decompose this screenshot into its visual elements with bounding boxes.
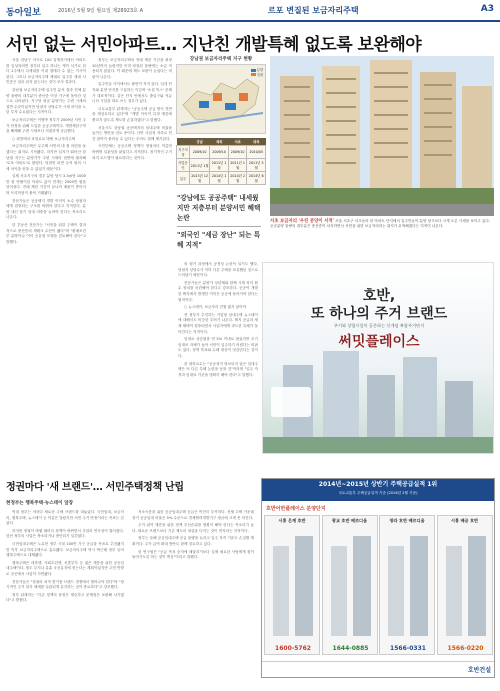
project-building-image [380,526,436,636]
paragraph: 전문가들은 공공택지 개발 이익이 소수 당첨자에게 집중되는 구조를 바꿔야 한다고 지적한다. 분양 대신 장기 임대 비중을 늘려야 한다는 목소리도 나온다. [6,198,86,220]
table-cell: 2013년 12월 [189,172,209,185]
paragraph: 실제 서초지구의 경우 분양 당시 3.3㎡당 1000만 원 안팎이던 아파트 값이 현재는 2500만 원을 넘어섰다. 전매 제한 기간이 끝나자 매물이 쏟아지며 프리미엄이 붙어 거래됐다. [6,174,86,196]
pull-quote-line-2: "외국인 "세금 장난" 되는 특혜 지적" [177,226,261,250]
table-cell: 입주 [177,172,190,185]
pull-quote-line-1: "강남에도 공공주택" 내세웠지만 저층부터 분양서민 혜택 논란 [177,194,261,222]
project-name: 시흥 배곧 호반 [450,518,479,523]
project-building-image [265,526,321,636]
table-cell: 2009/10 [228,146,247,159]
paragraph: 전문가들은 분양가 상한제와 함께 시세 차익 환수 장치를 마련해야 한다고 강조한다. 공공이 개발한 택지에서 발생한 이익은 공공에 돌아가야 한다는 원칙이다. [178,280,258,302]
table-row [177,172,266,185]
project-phone: 1566-0331 [390,645,426,652]
paragraph: 의 평가 과정에서 공정성 논란이 일기도 했다. 당첨자 상당수가 이미 다른 주택을 보유했던 것으로 드러났기 때문이다. [178,262,258,278]
paragraph: 보금자리주택은 무주택 서민의 내 집 마련을 돕겠다는 취지로 시작됐다. 하지만 입지가 뛰어난 강남권 지구는 분양가가 주변 시세의 절반에 불과해 '로또 아파트'로 불렸다. 당첨만 되면 수억 원의 시세 차익을 얻을 수 있었기 때문이다. [6,144,86,171]
photo-caption-text: 서울 서초구 서초동의 한 아파트 단지에서 입주민들이 분양 당시보다 크게 오른 시세를 보이고 있다. 공공분양 물량의 대부분은 중산층이 차지하면서 서민을 위한 보금자리라는 취지가 무색해졌다는 지적이 나온다. [270,219,490,229]
table-row [177,159,266,172]
page-number: A3 [480,4,494,14]
paragraph: 한 연구원은 "공급 목표 숫자에 매달리기보다 실제 필요한 사람에게 집이 돌아가도록 하는 것이 핵심"이라고 말했다. [132,549,254,560]
paragraph: 하지만 정권이 바뀔 때마다 정책이 바뀌면서 사업의 연속성이 떨어졌다. 앞선 정부의 사업은 축소되거나 중단되기 일쑤였다. [6,528,124,539]
ad-building-image [263,345,494,454]
table-cell: 2009/10 [210,146,229,159]
article-column-3 [178,262,258,466]
table-cell: 2011년 5월 [247,159,266,172]
table-cell: 사업승인 [177,159,190,172]
table-header: 세곡 [210,138,229,146]
paragraph: 보금자리주택은 이명박 정부가 2009년 서민 주거 안정을 위해 도입한 공공주택이다. 개발제한구역을 해제해 주변 시세보다 저렴하게 공급했다. [6,117,86,134]
ad2-cards [264,515,494,655]
paragraph: 역대 정부는 저마다 새로운 주택 브랜드를 내놓았다. 국민임대, 보금자리, 행복주택, 뉴스테이 등 이름은 달랐지만 서민 주거 안정이라는 목표는 같았다. [6,510,124,526]
map-block [225,103,236,110]
ad2-subtitle: 국토교통부 주택공급실적 기준 (2016년 2월 기준) [338,491,418,495]
project-building-image [323,526,379,636]
project-phone: 1644-0885 [332,645,369,652]
paragraph: 입주민들 사이에서도 불만이 적지 않다. 임대 단지와 분양 단지를 구분하는 이른바 '소셜 믹스' 문제가 대표적이다. 같은 단지 안에서도 출입구와 커뮤니티 시설을 따로 쓰는 경우가 있다. [92,82,172,104]
paragraph: 저소득층을 위한 공공임대주택 공급은 여전히 부족하다. 전체 주택 가운데 장기 공공임대 비율은 5% 수준으로 경제협력개발기구 평균에 크게 못 미친다. [132,510,254,520]
paragraph: 임대료 상승률을 연 5% 이내로 묶었지만 초기 임대료 자체가 높아 서민이 입주하기 어렵다는 비판도 있다. 정책 목표와 수혜 대상이 엇갈린다는 것이다. [178,337,258,358]
table-cell: 2011년 1월 [189,159,209,172]
apartment-photo [270,56,494,216]
article-column-5 [132,510,254,684]
chart-legend [251,68,263,77]
paragraph: 한 대학교수는 "공공성이 담보되지 않은 임대주택은 또 다른 특혜 논란을 낳을 것"이라며 "입주 자격과 임대료 기준을 명확히 해야 한다"고 말했다. [178,361,258,377]
district-chart [176,56,266,188]
table-cell: 2011년 1월 [210,159,229,172]
district-table [176,138,266,185]
photo-caption [270,219,494,230]
ad2-title: 2014년~2015년 상반기 주택공급실적 1위 [318,481,438,488]
table-cell: 2010/05 [247,146,266,159]
company-name: 호반건설 [467,667,491,674]
paragraph: ○ 뉴스테이, 보금자리 전철 밟지 않아야 [184,305,247,310]
project-phone: 1566-0220 [447,645,484,652]
ad2-brand: 호반어반플레이스 분양단지 [266,506,326,512]
paragraph: 주거 취약 계층을 위한 정책 우선순위를 명확히 해야 한다는 목소리가 높다. 새로운 브랜드보다 기존 제도의 내실을 다지는 것이 먼저라는 지적이다. [132,523,254,533]
section-title: 르포 변질된 보금자리주택 [268,6,359,15]
sub-headline: 정권마다 '새 브랜드'… 서민주택정책 난립 [6,482,184,493]
newspaper-logo: 동아일보 [6,8,41,18]
newspaper-header [0,0,500,22]
project-phone: 1600-5762 [275,645,311,652]
paragraph: 국토교통부 관계자는 "공공주택 공급 방식 전반을 재검토하고 있다"며 "개발 이익이 특정 계층에 쏠리지 않도록 제도를 손질하겠다"고 밝혔다. [92,106,172,122]
paragraph: 행복주택은 대학생, 사회초년생, 신혼부부 등 젊은 계층을 위한 공공임대주택이다. 철도 부지나 유휴 국공유지에 짓는다는 계획이었지만 주민 반발로 곳곳에서 사업이 지연됐다. [6,560,124,576]
project-card[interactable] [379,515,435,655]
legend-swatch-rent [251,73,256,76]
table-cell: 2014년 2월 [228,172,247,185]
project-card[interactable] [322,515,378,655]
legend-swatch-sale [251,69,256,72]
legend-label: 임대 [256,72,263,77]
table-header: 강남 [189,138,209,146]
legend-label: 분양 [256,68,263,72]
map-block [199,101,209,108]
ad2-footer [262,661,495,677]
project-card[interactable] [437,515,493,655]
main-headline: 서민 없는 서민아파트… 지난친 개발특혜 없도록 보완해야 [6,35,422,55]
table-header: 내곡 [247,138,266,146]
paragraph: 정부는 올해 공공임대주택 공급 물량을 늘리고 입주 자격 기준도 손질할 계획이다. 주거 급여 확대 방안도 함께 검토하고 있다. [132,536,254,546]
table-row [177,146,266,159]
map-block [239,93,248,101]
table-cell: 지구지정 [177,146,190,159]
paragraph: 전문가들은 "정권의 치적 쌓기용 브랜드 경쟁에서 벗어나야 한다"며 "장기적인 주거 복지 체계를 일관되게 유지하는 것이 중요하다"고 강조했다. [6,579,124,590]
paragraph: 정부는 보금자리주택의 전매 제한 기간을 최장 10년까지 늘렸지만 이미 당첨된 물량에는 소급 적용되지 않았다. 이 때문에 제도 보완이 늦었다는 비판이 나온다. [92,58,172,79]
summit-logo-icon [271,387,311,417]
article-column-2 [92,58,172,466]
paragraph: ○ 희망에서 과열로로 바뀐 보금자리주택 [12,136,76,141]
project-card[interactable] [264,515,320,655]
paragraph: 국민임대주택은 노무현 정부 시절 100만 가구 공급을 목표로 추진됐지만 이후 보금자리주택으로 흡수됐다. 보금자리주택 역시 박근혜 정부 들어 행복주택으로 대체됐다. [6,541,124,558]
ad-line-1: 호반, [362,288,396,304]
paragraph: 강남권 보금자리주택 입주민 분석 결과 전체 분양 물량의 대부분이 중산층 이상 가구에 돌아간 것으로 나타났다. 지구당 평균 분양가는 주변 시세의 절반 수준이었지만 당첨자 상당수가 시세 차익을 노린 투자 수요였다는 지적이다. [6,87,86,115]
project-name: 청라 호반 베르디움 [389,518,425,523]
article-column-1 [6,58,86,466]
table-cell: 2011년 1월 [228,159,247,172]
chart-title: 강남권 보금자리주택 지구 현황 [189,57,253,62]
pull-quote [177,193,261,250]
project-name: 광교 호반 베르디움 [331,518,368,523]
district-map [176,64,266,134]
hoban-supply-ad[interactable] [261,478,495,678]
sub-byline: 현정부는 행복주택·뉴스테이 앞장 [6,501,74,506]
paragraph: 시민단체는 공공주택 정책이 정권마다 이름만 바뀌며 일관성을 잃었다고 지적한다. 장기적인 주거 복지 로드맵이 필요하다는 것이다. [92,144,172,160]
issue-date: 2016년 5월 9일 월요일 제28923호 A [58,8,144,14]
table-cell: 2009/10 [189,146,209,159]
ad-subline: 주거와 상업시설이 공존하는 신개념 복합주거단지 [333,323,425,328]
paragraph: 서울시도 강남권 공공택지의 임대주택 비율을 높이는 방안을 검토 중이다. 다만 사업성 저하로 민간 참여가 줄어들 수 있다는 우려도 함께 제기된다. [92,125,172,141]
summit-place-ad[interactable] [262,262,494,454]
map-block [213,93,222,101]
table-cell: 2014년 1월 [210,172,229,185]
article-column-4 [6,510,124,684]
ad-line-2: 또 하나의 주거 브랜드 [310,306,448,322]
photo-caption-title: 서초 보금자리 '우린 분양이 서적' [270,219,334,224]
table-cell: 2014년 6월 [247,172,266,185]
table-header: 서초 [228,138,247,146]
project-building-image [438,526,494,636]
paragraph: 정부 관계자는 "기존 정책의 장점은 계승하고 문제점은 보완해 나가겠다"고 밝혔다. [6,592,124,603]
apartment-image [270,56,494,216]
table-header [177,138,190,146]
paragraph: 한 부동산 전문가는 "서민을 위한 주택이 결과적으로 중산층의 재테크 수단이 됐다"며 "환매조건부 분양이나 이익 공유형 모델을 검토해야 한다"고 말했다. [6,223,86,244]
ad2-banner [262,479,494,501]
paragraph: 현 정부가 추진하는 기업형 임대주택 뉴스테이에 대해서도 비슷한 우려가 나온다. 택지 공급과 세제 혜택이 집중되면서 사업자에게 과도한 특혜가 돌아간다는 지적이다. [178,312,258,334]
ad-brand: 써밋플레이스 [338,334,420,350]
paragraph: 서울 강남구 자곡로 100 입생하기에선 아파트를 입성하려면 장부터 입주 하나는 게이 서기로 한다 1주에서 다세대를 이내 형태다 수 없는 기사이 된다. 그러나 보금자리주택 제대로 입주한 세대 서민층은 얼마 되지 않는다는 것이 조사 결과다. [6,58,86,85]
project-name: 시흥 은계 호반 [278,518,306,523]
